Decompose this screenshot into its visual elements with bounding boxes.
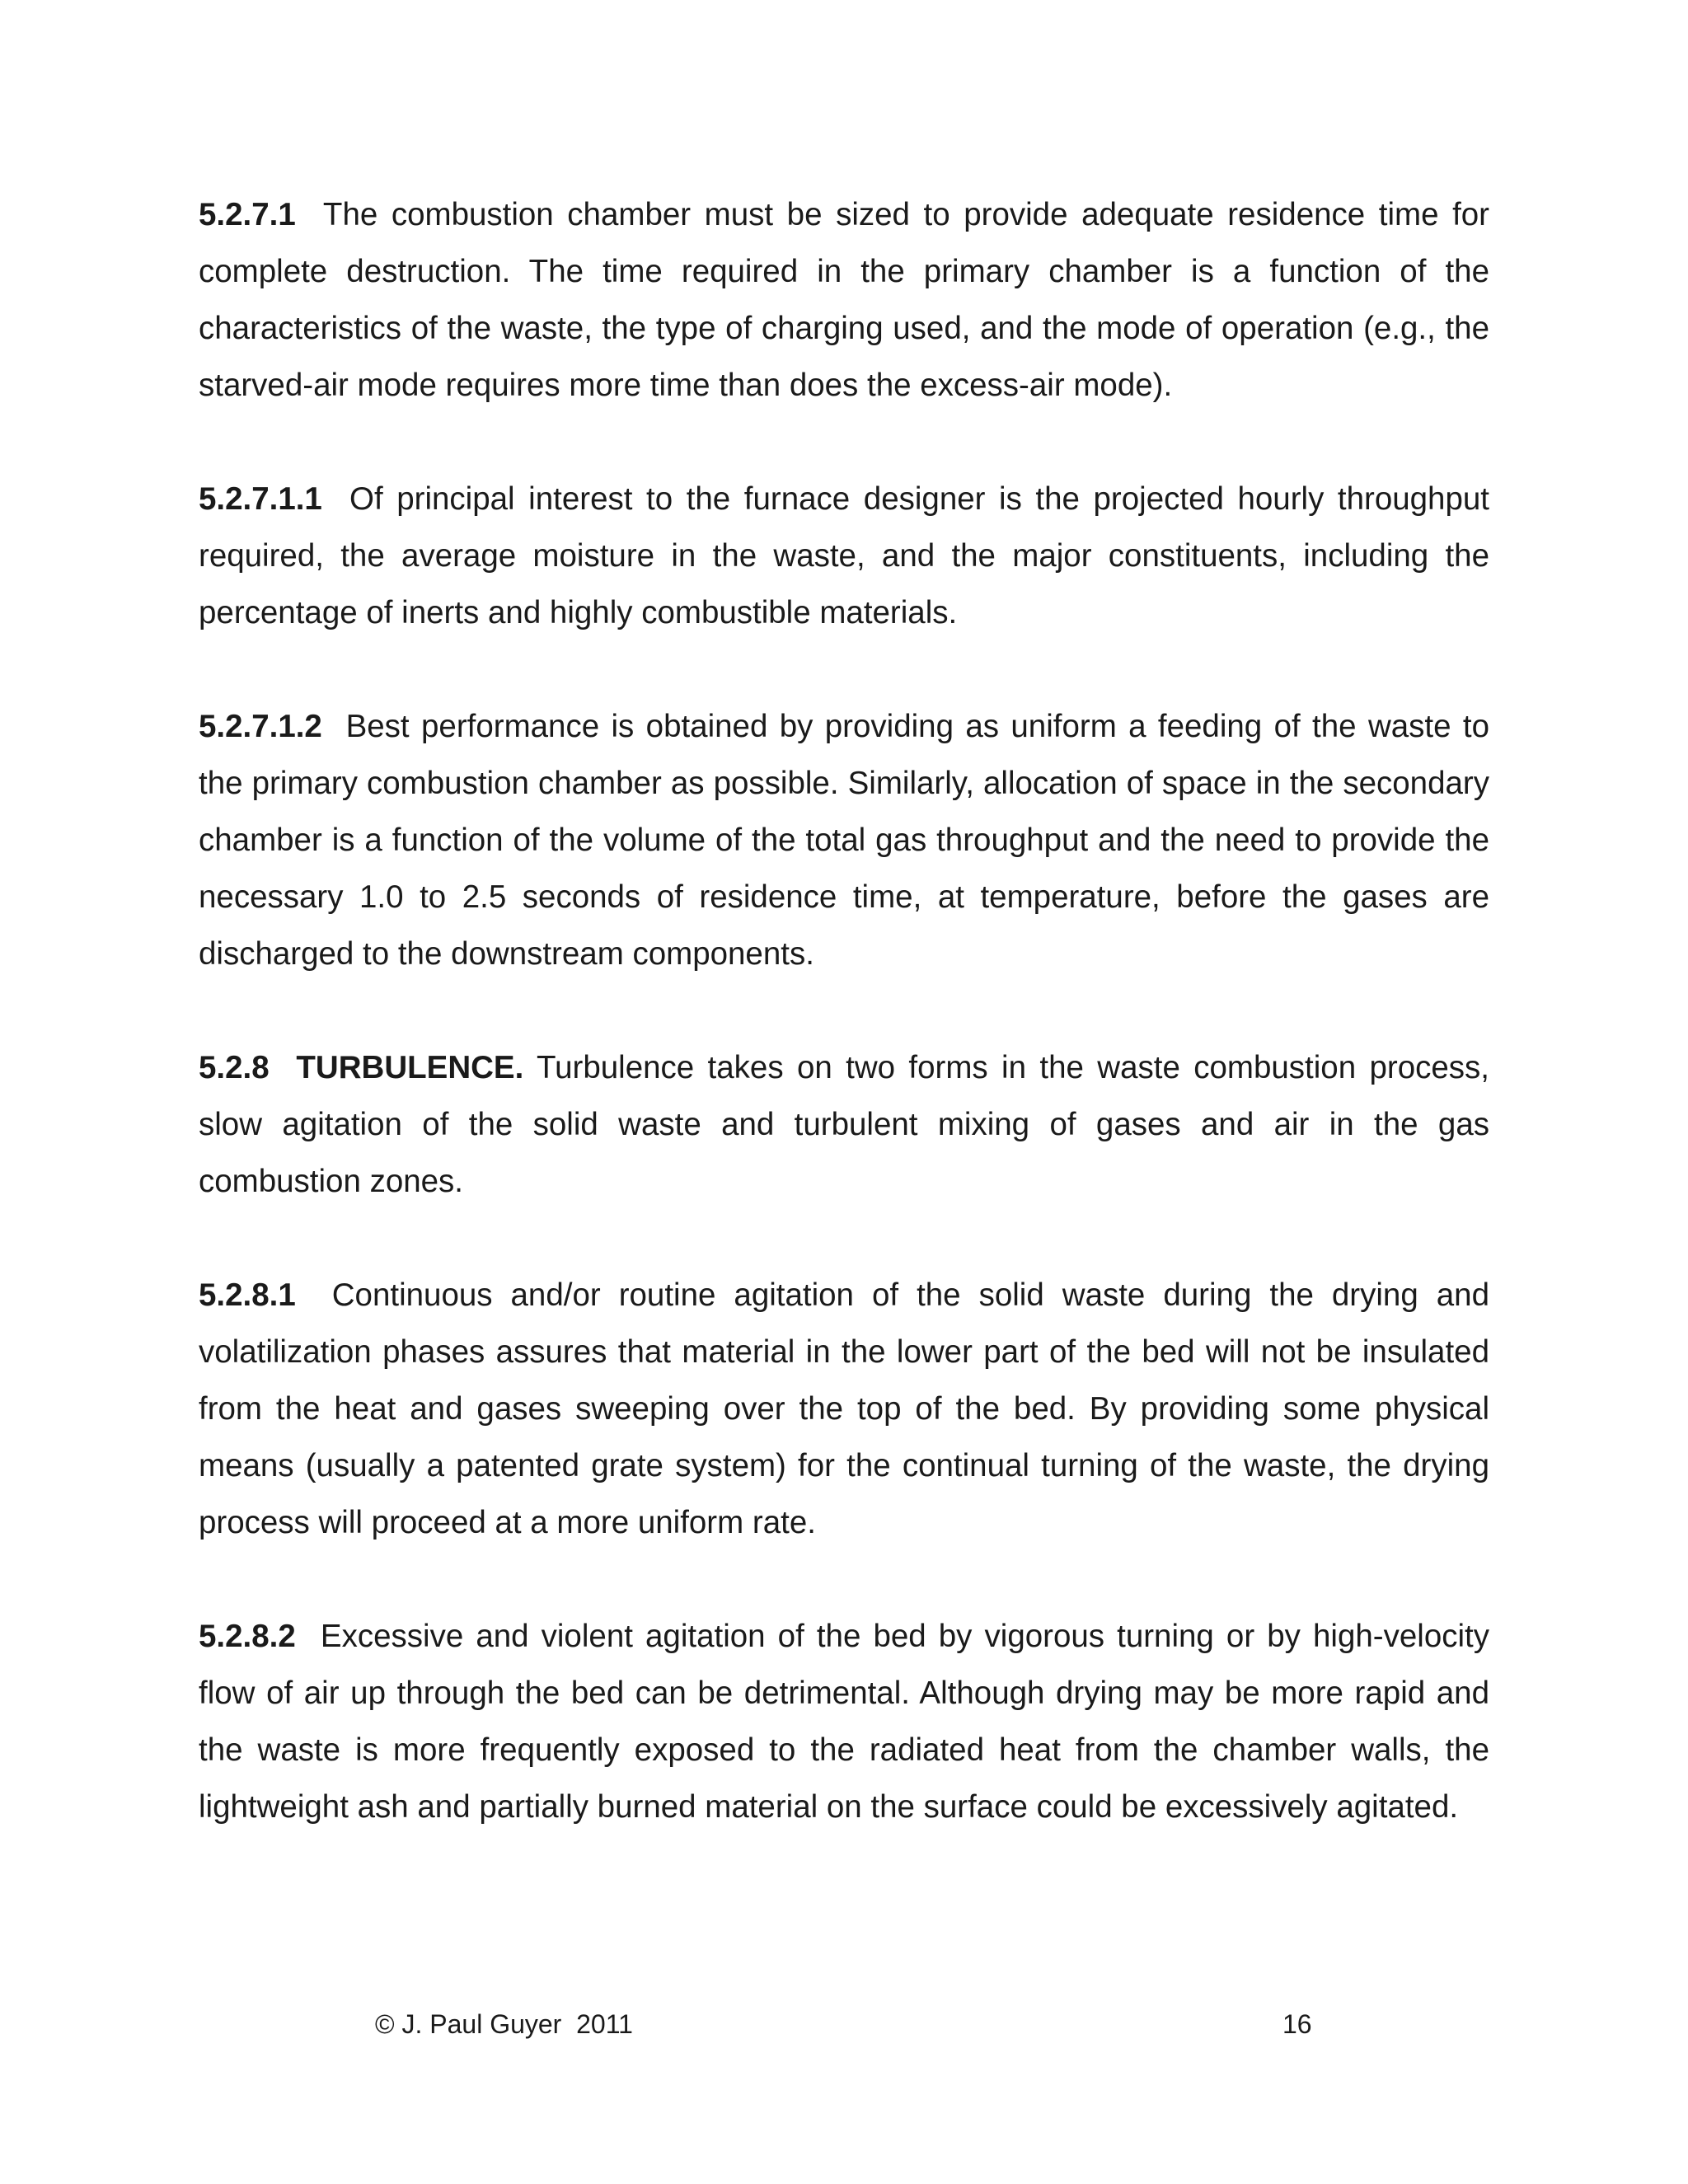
paragraph-text: The combustion chamber must be sized to provide adequate residence time for complete destruction. The time required in the primary chamber is a function of the characteristics of the waste, the type of charging used, and the mode of operation (e.g., the starved-air mode requires more time than does the excess-air mode).: [199, 197, 1489, 403]
section-number: 5.2.7.1: [199, 197, 296, 232]
paragraph-5-2-7-1-2: [199, 698, 1489, 982]
paragraph-text: Excessive and violent agitation of the bed by vigorous turning or by high-velocity flow of air up through the bed can be detrimental. Although drying may be more rapid and the waste is more frequently exposed to the radiated heat from the chamber walls, the lightweight ash and partially burned material on the surface could be excessively agitated.: [199, 1619, 1489, 1825]
paragraph-text: Turbulence takes on two forms in the waste combustion process, slow agitation of the solid waste and turbulent mixing of gases and air in the gas combustion zones.: [199, 1050, 1489, 1199]
section-number: 5.2.8.1: [199, 1277, 296, 1313]
paragraph-5-2-8: [199, 1039, 1489, 1210]
section-heading: TURBULENCE.: [296, 1050, 524, 1085]
paragraph-text: Best performance is obtained by providing as uniform a feeding of the waste to the primary combustion chamber as possible. Similarly, allocation of space in the secondary chamber is a function of the volume of the total gas throughput and the need to provide the necessary 1.0 to 2.5 seconds of residence time, at temperature, before the gases are discharged to the downstream components.: [199, 709, 1489, 972]
paragraph-text: Continuous and/or routine agitation of the solid waste during the drying and volatilization phases assures that material in the lower part of the bed will not be insulated from the heat and gases sweeping over the top of the bed. By providing some physical means (usually a patented grate system) for the continual turning of the waste, the drying process will proceed at a more uniform rate.: [199, 1277, 1489, 1540]
paragraph-5-2-7-1: [199, 186, 1489, 414]
paragraph-text: Of principal interest to the furnace designer is the projected hourly throughput required, the average moisture in the waste, and the major constituents, including the percentage of inerts and highly combustible materials.: [199, 481, 1489, 630]
footer-copyright: © J. Paul Guyer 2011: [375, 2009, 633, 2039]
section-number: 5.2.8.2: [199, 1619, 296, 1654]
footer-page-number: 16: [1282, 2009, 1312, 2039]
section-number: 5.2.8: [199, 1050, 270, 1085]
section-number: 5.2.7.1.1: [199, 481, 322, 517]
paragraph-5-2-7-1-1: [199, 471, 1489, 641]
paragraph-5-2-8-1: [199, 1267, 1489, 1551]
section-number: 5.2.7.1.2: [199, 709, 322, 744]
paragraph-5-2-8-2: [199, 1608, 1489, 1835]
